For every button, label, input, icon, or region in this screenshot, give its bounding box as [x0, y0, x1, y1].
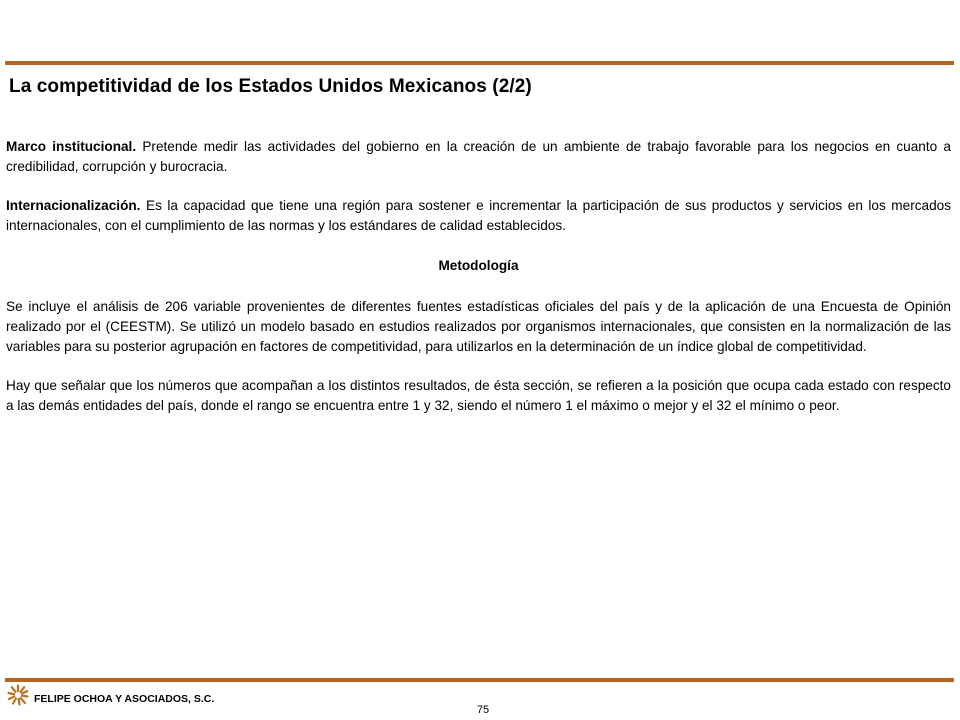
sunburst-logo-icon [7, 684, 29, 706]
paragraph-internacionalizacion [6, 196, 951, 236]
paragraph-lead: Internacionalización. [6, 198, 141, 213]
body-content [6, 137, 951, 416]
paragraph-metodologia: Se incluye el análisis de 206 variable provenientes de diferentes fuentes estadísticas oficiales del país y de la aplicación de una Encuesta de Opinión realizado por el (CEESTM). Se utilizó un modelo basado en estudios realizados por organismos internacionales, que consisten en la normalización de las variables para su posterior agrupación en factores de competitividad, para utilizarlos en la determinación de un índice global de competitividad. [6, 299, 951, 354]
paragraph-lead: Marco institucional. [6, 139, 137, 154]
paragraph-text: Es la capacidad que tiene una región para sostener e incrementar la participación de sus productos y servicios en los mercados internacionales, con el cumplimiento de las normas y los estándares de calidad establecidos. [6, 198, 951, 233]
bottom-divider [5, 678, 954, 682]
paragraph-marco-institucional [6, 137, 951, 177]
page-title: La competitividad de los Estados Unidos Mexicanos (2/2) [9, 76, 532, 97]
paragraph-note: Hay que señalar que los números que acompañan a los distintos resultados, de ésta sección, se refieren a la posición que ocupa cada estado con respecto a las demás entidades del país, donde el rango se encuentra entre 1 y 32, siendo el número 1 el máximo o mejor y el 32 el mínimo o peor. [6, 378, 951, 413]
paragraph-text: Pretende medir las actividades del gobierno en la creación de un ambiente de trabajo favorable para los negocios en cuanto a credibilidad, corrupción y burocracia. [6, 139, 951, 174]
company-name: FELIPE OCHOA Y ASOCIADOS, S.C. [34, 693, 215, 705]
page-number: 75 [476, 704, 490, 716]
top-divider [5, 61, 954, 65]
section-heading: Metodología [438, 258, 519, 273]
